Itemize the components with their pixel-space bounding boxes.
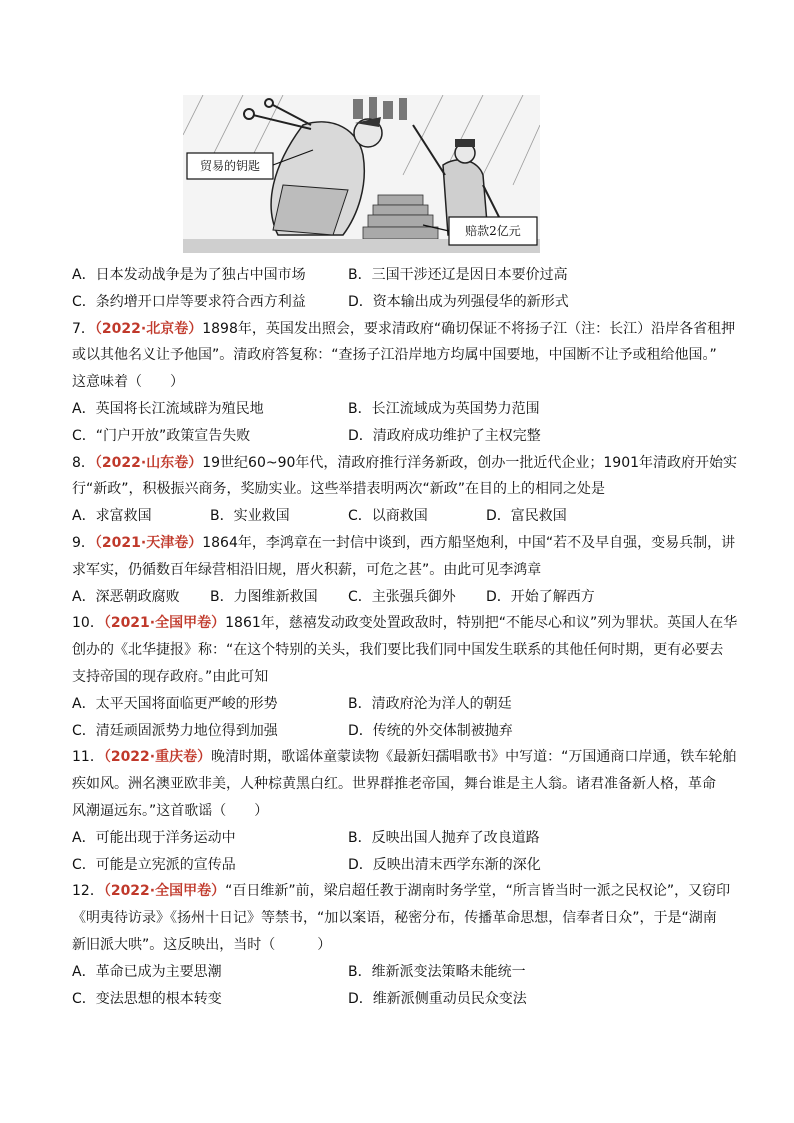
q8-stem-line-2: 行“新政”，积极振兴商务，奖励实业。这些举措表明两次“新政”在目的上的相同之处是: [72, 481, 606, 498]
q7-text-1: 1898年，英国发出照会，要求清政府“确切保证不将扬子江（注：长江）沿岸各省租押: [202, 320, 736, 337]
q12-options-row-1: [72, 959, 722, 986]
q9-options-row: [72, 584, 722, 611]
q8-option-a[interactable]: A．求富救国: [72, 508, 152, 525]
q12-source: （2022·全国甲卷）: [103, 883, 226, 900]
q10-source: （2021·全国甲卷）: [103, 615, 226, 632]
q10-options-row-1: [72, 691, 722, 718]
q6-option-a[interactable]: A．日本发动战争是为了独占中国市场: [72, 267, 306, 283]
q7-options-row-2: [72, 423, 722, 450]
q10-text-1: 1861年，慈禧发动政变处置政敌时，特别把“不能尽心和议”列为罪状。英国人在华: [225, 615, 738, 632]
q9-option-d[interactable]: D．开始了解西方: [486, 588, 595, 605]
q11-stem-line-3: 风潮逼远东。”这首歌谣（ ）: [72, 802, 269, 819]
q10-stem-line-1: [72, 610, 738, 637]
q7-stem-line-3: 这意味着（ ）: [72, 374, 184, 391]
q11-stem-line-2: 疾如风。洲名澳亚欧非美，人种棕黄黑白红。世界群推老帝国，舞台谁是主人翁。诸君准备新人格，革命: [72, 776, 716, 793]
q7-option-a[interactable]: A．英国将长江流域辟为殖民地: [72, 400, 264, 417]
q8-text-1: 19世纪60~90年代，清政府推行洋务新政，创办一批近代企业；1901年清政府开始实: [202, 454, 738, 471]
q10-stem-line-3: 支持帝国的现存政府。”由此可知: [72, 668, 269, 685]
q11-source: （2022·重庆卷）: [103, 749, 212, 766]
q12-option-b[interactable]: B．维新派变法策略未能统一: [348, 963, 526, 980]
q11-number: 11．: [72, 749, 104, 766]
q9-option-c[interactable]: C．主张强兵御外: [348, 588, 456, 605]
q9-number: 9．: [72, 534, 95, 551]
q12-stem-line-1: [72, 878, 731, 905]
q7-options-row-1: [72, 396, 722, 423]
q12-text-1: “百日维新”前，梁启超任教于湖南时务学堂，“所言皆当时一派之民权论”，又窃印: [225, 883, 731, 900]
q12-option-c[interactable]: C．变法思想的根本转变: [72, 990, 222, 1007]
q9-option-b[interactable]: B．力图维新救国: [210, 588, 318, 605]
cartoon-label-right: 赔款2亿元: [465, 224, 521, 238]
q7-stem-line-1: [72, 316, 736, 343]
q11-option-a[interactable]: A．可能出现于洋务运动中: [72, 829, 236, 846]
q7-option-c[interactable]: C．“门户开放”政策宣告失败: [72, 427, 251, 444]
q11-option-b[interactable]: B．反映出国人抛弃了改良道路: [348, 829, 540, 846]
q11-options-row-2: [72, 852, 722, 879]
q9-stem-line-1: [72, 530, 736, 557]
q8-option-c[interactable]: C．以商救国: [348, 508, 428, 525]
q6-options-row-2: [72, 289, 722, 316]
q12-number: 12．: [72, 883, 104, 900]
q10-option-a[interactable]: A．太平天国将面临更严峻的形势: [72, 695, 278, 712]
q7-option-d[interactable]: D．清政府成功维护了主权完整: [348, 427, 541, 444]
q11-stem-line-1: [72, 744, 737, 771]
q11-option-c[interactable]: C．可能是立宪派的宣传品: [72, 856, 236, 873]
q9-stem-line-2: 求军实，仍循数百年绿营相沿旧规，厝火积薪，可危之甚”。由此可见李鸿章: [72, 561, 542, 578]
q9-option-a[interactable]: A．深恶朝政腐败: [72, 588, 180, 605]
q9-text-1: 1864年，李鸿章在一封信中谈到，西方船坚炮利，中国“若不及早自强，变易兵制，讲: [202, 534, 736, 551]
q7-number: 7．: [72, 320, 95, 337]
q6-option-b[interactable]: B．三国干涉还辽是因日本要价过高: [348, 267, 568, 283]
question-list: [72, 262, 738, 1012]
q6-option-d[interactable]: D．资本输出成为列强侵华的新形式: [348, 293, 569, 310]
q10-stem-line-2: 创办的《北华捷报》称：“在这个特别的关头，我们要比我们同中国发生联系的其他任何时期，更有必要去: [72, 642, 724, 659]
q6-options-row-1: [72, 262, 722, 289]
q11-text-1: 晚清时期，歌谣体童蒙读物《最新妇孺唱歌书》中写道：“万国通商口岸通，铁车轮舶: [211, 749, 737, 766]
q8-source: （2022·山东卷）: [94, 454, 203, 471]
q11-option-d[interactable]: D．反映出清末西学东渐的深化: [348, 856, 541, 873]
q12-stem-line-3: 新旧派大哄”。这反映出，当时（ ）: [72, 936, 332, 953]
q8-options-row: [72, 503, 722, 530]
q11-options-row-1: [72, 825, 722, 852]
q6-option-c[interactable]: C．条约增开口岸等要求符合西方利益: [72, 293, 306, 310]
q7-stem-line-2: 或以其他名义让予他国”。清政府答复称：“查扬子江沿岸地方均属中国要地，中国断不让予或租给他国。”: [72, 347, 717, 364]
q12-options-row-2: [72, 986, 722, 1013]
q8-number: 8．: [72, 454, 95, 471]
cartoon-label-left: 贸易的钥匙: [199, 159, 260, 173]
q10-option-d[interactable]: D．传统的外交体制被抛弃: [348, 722, 513, 739]
q10-option-b[interactable]: B．清政府沦为洋人的朝廷: [348, 695, 512, 712]
q8-option-d[interactable]: D．富民救国: [486, 508, 567, 525]
q7-source: （2022·北京卷）: [94, 320, 203, 337]
q12-option-a[interactable]: A．革命已成为主要思潮: [72, 963, 222, 980]
q8-stem-line-1: [72, 450, 738, 477]
q10-options-row-2: [72, 718, 722, 745]
political-cartoon: [183, 95, 540, 253]
q12-option-d[interactable]: D．维新派侧重动员民众变法: [348, 990, 527, 1007]
q10-number: 10．: [72, 615, 104, 632]
q10-option-c[interactable]: C．清廷顽固派势力地位得到加强: [72, 722, 278, 739]
q12-stem-line-2: 《明夷待访录》《扬州十日记》等禁书，“加以案语，秘密分布，传播革命思想，信奉者日众”，于是“湖南: [72, 910, 717, 927]
q8-option-b[interactable]: B．实业救国: [210, 508, 290, 525]
q9-source: （2021·天津卷）: [94, 534, 203, 551]
q7-option-b[interactable]: B．长江流域成为英国势力范围: [348, 400, 540, 417]
